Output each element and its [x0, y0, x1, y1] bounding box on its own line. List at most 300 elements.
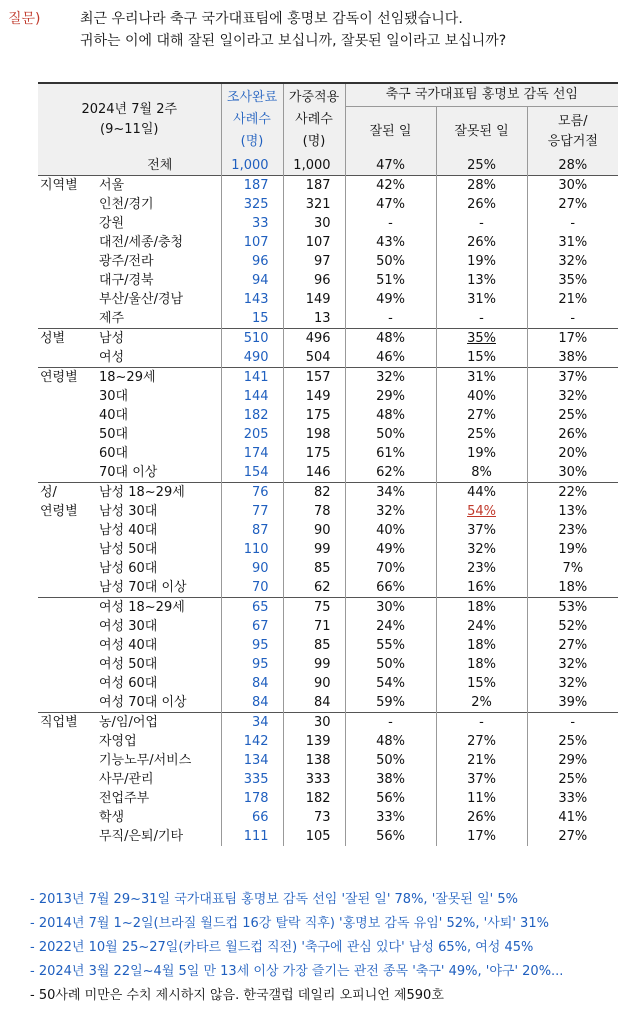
row-bad	[436, 617, 527, 636]
row-weight-text: 187	[305, 178, 331, 193]
row-good-text: 32%	[376, 504, 405, 519]
row-label	[93, 636, 221, 655]
row-good	[345, 521, 436, 540]
row-sample-text: 70	[251, 580, 269, 595]
table-row	[38, 732, 618, 751]
row-good	[345, 290, 436, 309]
row-unknown	[527, 578, 618, 598]
row-sample-text: 110	[243, 542, 269, 557]
row-bad	[436, 827, 527, 846]
row-label	[93, 808, 221, 827]
row-sample	[221, 827, 283, 846]
row-good-text: 50%	[376, 657, 405, 672]
row-good	[345, 770, 436, 789]
row-good	[345, 444, 436, 463]
row-label-text: 자영업	[99, 734, 137, 749]
row-weight-text: 78	[313, 504, 331, 519]
row-bad	[436, 271, 527, 290]
question-block	[8, 6, 632, 86]
row-weight	[283, 176, 345, 196]
row-weight-text: 149	[305, 389, 331, 404]
row-unknown	[527, 195, 618, 214]
row-good-text: 46%	[376, 350, 405, 365]
row-bad	[436, 156, 527, 176]
row-unknown	[527, 156, 618, 176]
row-label-text: 남성 40대	[99, 523, 158, 538]
row-group	[38, 617, 93, 636]
row-group	[38, 348, 93, 368]
row-label	[93, 559, 221, 578]
row-unknown-text: -	[570, 715, 576, 730]
row-label-text: 부산/울산/경남	[99, 292, 184, 307]
row-label-text: 남성 50대	[99, 542, 158, 557]
row-label-text: 여성	[99, 350, 125, 365]
row-unknown	[527, 348, 618, 368]
row-label-text: 남성 30대	[99, 504, 158, 519]
row-weight	[283, 425, 345, 444]
row-bad-text: 35%	[467, 331, 496, 346]
header-unknown-1: 모름/	[558, 113, 588, 129]
row-bad	[436, 674, 527, 693]
row-bad	[436, 521, 527, 540]
row-bad	[436, 789, 527, 808]
row-good-text: 48%	[376, 734, 405, 749]
row-sample-text: 144	[243, 389, 269, 404]
row-weight-text: 30	[313, 216, 331, 231]
row-weight-text: 504	[305, 350, 331, 365]
row-group	[38, 674, 93, 693]
row-unknown	[527, 751, 618, 770]
row-sample-text: 182	[243, 408, 269, 423]
row-sample	[221, 674, 283, 693]
row-group-text: 성/	[40, 485, 57, 500]
row-weight	[283, 483, 345, 503]
row-weight-text: 13	[313, 311, 331, 326]
row-good	[345, 502, 436, 521]
row-label-text: 사무/관리	[99, 772, 154, 787]
row-group	[38, 463, 93, 483]
row-group	[38, 751, 93, 770]
row-unknown	[527, 233, 618, 252]
table-row	[38, 674, 618, 693]
row-label	[93, 674, 221, 693]
row-label-text: 제주	[99, 311, 125, 326]
row-good-text: 48%	[376, 331, 405, 346]
table-row	[38, 713, 618, 733]
row-label-text: 남성 60대	[99, 561, 158, 576]
row-label	[93, 693, 221, 713]
row-group	[38, 368, 93, 388]
row-unknown-text: 19%	[558, 542, 588, 557]
row-sample-text: 134	[243, 753, 269, 768]
row-label	[93, 598, 221, 618]
row-group	[38, 732, 93, 751]
row-label	[93, 252, 221, 271]
header-unknown-2: 응답거절	[547, 133, 598, 149]
header-weight-count	[283, 83, 345, 156]
row-label	[93, 463, 221, 483]
table-row	[38, 789, 618, 808]
header-group-title: 축구 국가대표팀 홍명보 감독 선임	[345, 83, 618, 107]
row-weight	[283, 252, 345, 271]
row-bad-text: 37%	[467, 772, 496, 787]
row-bad-text: 27%	[467, 408, 496, 423]
row-weight-text: 85	[313, 561, 331, 576]
row-group	[38, 827, 93, 846]
row-weight-text: 1,000	[293, 158, 331, 173]
row-good-text: 61%	[376, 446, 405, 461]
table-row	[38, 540, 618, 559]
note-4: - 2024년 3월 22일~4월 5일 만 13세 이상 가장 즐기는 관전 종목 '축구' 49%, '야구' 20%...	[30, 964, 564, 979]
row-weight-text: 82	[313, 485, 331, 500]
row-sample-text: 95	[251, 638, 269, 653]
row-sample-text: 34	[251, 715, 269, 730]
row-weight-text: 146	[305, 465, 331, 480]
row-weight-text: 175	[305, 408, 331, 423]
row-unknown	[527, 521, 618, 540]
row-unknown-text: 31%	[558, 235, 588, 250]
table-row	[38, 578, 618, 598]
row-unknown	[527, 827, 618, 846]
row-group	[38, 406, 93, 425]
row-sample	[221, 271, 283, 290]
row-unknown-text: 27%	[558, 829, 588, 844]
row-good-text: -	[388, 715, 393, 730]
header-period-line2: (9~11일)	[100, 122, 159, 137]
row-unknown-text: 22%	[558, 485, 588, 500]
row-sample	[221, 559, 283, 578]
row-bad	[436, 368, 527, 388]
row-sample	[221, 233, 283, 252]
row-weight-text: 99	[313, 657, 331, 672]
row-good	[345, 233, 436, 252]
header-sample-3: (명)	[240, 134, 264, 149]
row-unknown	[527, 309, 618, 329]
row-bad-text: 31%	[467, 292, 496, 307]
row-sample-text: 76	[251, 485, 269, 500]
row-sample	[221, 789, 283, 808]
row-sample	[221, 329, 283, 349]
notes-block	[30, 888, 630, 1008]
row-unknown	[527, 483, 618, 503]
row-weight	[283, 387, 345, 406]
row-label-text: 기능노무/서비스	[99, 753, 192, 768]
row-sample	[221, 540, 283, 559]
row-sample-text: 205	[243, 427, 269, 442]
header-good: 잘된 일	[345, 107, 436, 157]
row-bad	[436, 425, 527, 444]
row-good	[345, 827, 436, 846]
row-sample	[221, 195, 283, 214]
row-unknown	[527, 808, 618, 827]
row-bad-text: 18%	[467, 600, 496, 615]
row-good	[345, 329, 436, 349]
header-weight-1: 가중적용	[288, 90, 340, 105]
table-row	[38, 559, 618, 578]
row-label	[93, 483, 221, 503]
row-unknown	[527, 789, 618, 808]
row-group	[38, 770, 93, 789]
row-unknown	[527, 770, 618, 789]
row-group-text: 지역별	[40, 178, 78, 193]
row-label-text: 남성	[99, 331, 125, 346]
row-label	[93, 713, 221, 733]
row-unknown-text: 7%	[562, 561, 584, 576]
row-sample-text: 335	[243, 772, 269, 787]
row-good	[345, 578, 436, 598]
row-unknown	[527, 290, 618, 309]
row-good	[345, 789, 436, 808]
row-group	[38, 540, 93, 559]
row-sample-text: 95	[251, 657, 269, 672]
row-bad	[436, 808, 527, 827]
row-weight-text: 85	[313, 638, 331, 653]
row-bad	[436, 655, 527, 674]
row-weight	[283, 521, 345, 540]
row-weight	[283, 540, 345, 559]
row-label-text: 대구/경북	[99, 273, 154, 288]
note-3: - 2022년 10월 25~27일(카타르 월드컵 직전) '축구에 관심 있다' 남성 65%, 여성 45%	[30, 940, 534, 955]
row-label-text: 광주/전라	[99, 254, 154, 269]
table-row	[38, 751, 618, 770]
row-group	[38, 444, 93, 463]
row-label	[93, 540, 221, 559]
row-weight	[283, 368, 345, 388]
row-label	[93, 156, 221, 176]
row-label-text: 30대	[99, 389, 129, 404]
row-group	[38, 176, 93, 196]
row-sample	[221, 290, 283, 309]
row-good	[345, 751, 436, 770]
table-row	[38, 214, 618, 233]
row-label-text: 남성 18~29세	[99, 485, 185, 500]
row-label	[93, 309, 221, 329]
row-label-text: 여성 40대	[99, 638, 158, 653]
table-row	[38, 387, 618, 406]
row-sample-text: 174	[243, 446, 269, 461]
row-sample	[221, 387, 283, 406]
row-label	[93, 444, 221, 463]
row-good	[345, 713, 436, 733]
row-bad-text: 11%	[467, 791, 496, 806]
row-bad-text: 15%	[467, 676, 496, 691]
row-bad	[436, 483, 527, 503]
row-sample-text: 187	[243, 178, 269, 193]
header-sample-count	[221, 83, 283, 156]
row-unknown	[527, 559, 618, 578]
row-weight	[283, 329, 345, 349]
question-label: 질문)	[8, 11, 41, 27]
row-sample-text: 141	[243, 370, 269, 385]
row-unknown-text: 39%	[558, 695, 588, 710]
row-bad	[436, 463, 527, 483]
row-good-text: 49%	[376, 292, 405, 307]
table-row	[38, 425, 618, 444]
row-sample-text: 1,000	[231, 158, 269, 173]
row-bad-text: 40%	[467, 389, 496, 404]
note-5: - 50사례 미만은 수치 제시하지 않음. 한국갤럽 데일리 오피니언 제590호	[30, 988, 444, 1003]
row-unknown	[527, 655, 618, 674]
row-unknown-text: 30%	[558, 178, 588, 193]
row-label	[93, 214, 221, 233]
row-bad-text: -	[479, 216, 484, 231]
row-bad	[436, 598, 527, 618]
question-line-2: 귀하는 이에 대해 잘된 일이라고 보십니까, 잘못된 일이라고 보십니까?	[80, 33, 507, 49]
row-good-text: 50%	[376, 427, 405, 442]
row-bad	[436, 693, 527, 713]
row-sample	[221, 483, 283, 503]
row-group	[38, 578, 93, 598]
row-bad	[436, 252, 527, 271]
row-weight	[283, 290, 345, 309]
row-bad-text: 32%	[467, 542, 496, 557]
row-good-text: 24%	[376, 619, 405, 634]
table-row	[38, 252, 618, 271]
row-good-text: 70%	[376, 561, 405, 576]
row-weight	[283, 655, 345, 674]
row-label-text: 18~29세	[99, 370, 156, 385]
row-label-text: 학생	[99, 810, 125, 825]
row-good	[345, 387, 436, 406]
row-weight-text: 175	[305, 446, 331, 461]
row-weight-text: 105	[305, 829, 331, 844]
row-label-text: 여성 60대	[99, 676, 158, 691]
row-label	[93, 655, 221, 674]
row-group	[38, 290, 93, 309]
row-weight	[283, 156, 345, 176]
row-sample-text: 154	[243, 465, 269, 480]
row-label-text: 농/임/어업	[99, 715, 158, 730]
row-weight-text: 149	[305, 292, 331, 307]
row-group-text: 연령별	[40, 370, 78, 385]
row-good	[345, 156, 436, 176]
row-weight-text: 157	[305, 370, 331, 385]
row-label-text: 여성 18~29세	[99, 600, 185, 615]
row-unknown-text: 33%	[558, 791, 588, 806]
row-label-text: 인천/경기	[99, 197, 154, 212]
row-bad	[436, 329, 527, 349]
row-label-text: 60대	[99, 446, 129, 461]
row-good	[345, 559, 436, 578]
row-sample-text: 94	[251, 273, 269, 288]
row-good-text: 32%	[376, 370, 405, 385]
row-sample	[221, 176, 283, 196]
row-weight	[283, 406, 345, 425]
row-weight	[283, 271, 345, 290]
row-good-text: 55%	[376, 638, 405, 653]
row-group-text: 성별	[40, 331, 66, 346]
row-label	[93, 233, 221, 252]
row-weight-text: 99	[313, 542, 331, 557]
row-weight	[283, 214, 345, 233]
row-weight	[283, 195, 345, 214]
row-sample-text: 325	[243, 197, 269, 212]
table-row	[38, 309, 618, 329]
row-weight	[283, 751, 345, 770]
row-bad-text: 18%	[467, 657, 496, 672]
row-good	[345, 214, 436, 233]
row-good-text: 34%	[376, 485, 405, 500]
row-unknown-text: 20%	[558, 446, 588, 461]
row-weight	[283, 559, 345, 578]
row-bad	[436, 540, 527, 559]
table-row	[38, 406, 618, 425]
row-bad	[436, 309, 527, 329]
row-sample-text: 143	[243, 292, 269, 307]
row-unknown-text: 32%	[558, 676, 588, 691]
row-bad-text: 16%	[467, 580, 496, 595]
row-weight-text: 321	[305, 197, 331, 212]
row-weight	[283, 444, 345, 463]
row-group	[38, 655, 93, 674]
row-bad-text: 44%	[467, 485, 496, 500]
table-row	[38, 827, 618, 846]
row-bad	[436, 176, 527, 196]
row-bad	[436, 444, 527, 463]
row-bad	[436, 290, 527, 309]
row-unknown-text: 37%	[558, 370, 588, 385]
row-sample-text: 67	[251, 619, 269, 634]
row-label	[93, 827, 221, 846]
row-sample	[221, 578, 283, 598]
row-weight	[283, 713, 345, 733]
row-label	[93, 348, 221, 368]
row-weight	[283, 808, 345, 827]
row-group	[38, 195, 93, 214]
row-sample	[221, 521, 283, 540]
table-row	[38, 368, 618, 388]
row-unknown	[527, 540, 618, 559]
row-sample	[221, 425, 283, 444]
row-good-text: 48%	[376, 408, 405, 423]
row-weight	[283, 348, 345, 368]
row-good	[345, 674, 436, 693]
row-good-text: 50%	[376, 254, 405, 269]
table-row	[38, 195, 618, 214]
row-unknown-text: 26%	[558, 427, 588, 442]
row-unknown-text: 52%	[558, 619, 588, 634]
row-weight-text: 139	[305, 734, 331, 749]
row-sample-text: 33	[251, 216, 269, 231]
row-label-text: 50대	[99, 427, 129, 442]
row-weight-text: 73	[313, 810, 331, 825]
row-unknown-text: -	[570, 216, 576, 231]
row-unknown	[527, 406, 618, 425]
table-body	[38, 156, 618, 846]
row-group	[38, 713, 93, 733]
row-weight	[283, 636, 345, 655]
row-bad-text: 18%	[467, 638, 496, 653]
row-unknown	[527, 463, 618, 483]
row-good-text: 51%	[376, 273, 405, 288]
row-good-text: 47%	[376, 158, 405, 173]
row-unknown	[527, 713, 618, 733]
row-good	[345, 195, 436, 214]
table-row	[38, 693, 618, 713]
row-bad	[436, 559, 527, 578]
row-bad-text: 28%	[467, 178, 496, 193]
row-good-text: 54%	[376, 676, 405, 691]
row-weight-text: 138	[305, 753, 331, 768]
table-row	[38, 483, 618, 503]
row-good-text: 56%	[376, 791, 405, 806]
table-row	[38, 348, 618, 368]
row-bad	[436, 387, 527, 406]
row-good-text: 29%	[376, 389, 405, 404]
row-sample	[221, 751, 283, 770]
row-group	[38, 214, 93, 233]
row-group	[38, 808, 93, 827]
